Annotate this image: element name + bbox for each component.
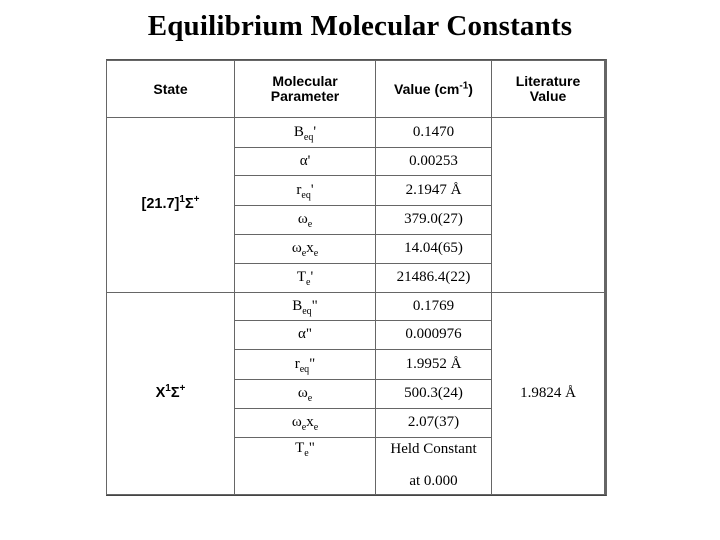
page-title: Equilibrium Molecular Constants [147, 10, 573, 42]
param-cell: $B_{eq}$" [235, 293, 376, 321]
table-row [107, 293, 605, 321]
value-cell: 0.1470 [376, 118, 492, 148]
header-value: Value $(cm^{-1})$ [376, 61, 492, 118]
constants-table [106, 60, 605, 495]
value-cell: 2.07(37) [376, 409, 492, 438]
value-cell: 14.04(65) [376, 235, 492, 264]
value-cell: Held Constant at 0.000 [376, 438, 492, 495]
state-excited: $[21.7]^1\Sigma^+$ [107, 118, 235, 293]
value-cell: 379.0(27) [376, 206, 492, 235]
value-cell: 0.000976 [376, 321, 492, 350]
literature-cell [492, 118, 605, 206]
param-cell: $\omega_e$ [235, 380, 376, 409]
param-cell: $r_{eq}'$ [235, 176, 376, 206]
literature-cell: 1.9824 Å [492, 293, 605, 495]
param-cell: $r_{eq}$" [235, 350, 376, 380]
header-state: State [107, 61, 235, 118]
state-ground: $X^1\Sigma^+$ [107, 293, 235, 495]
table-row [107, 118, 605, 148]
header-literature: Literature Value [492, 61, 605, 118]
value-cell: 1.9952 Å [376, 350, 492, 380]
value-cell: 2.1947 Å [376, 176, 492, 206]
value-cell: 0.1769 [376, 293, 492, 321]
value-cell: 500.3(24) [376, 380, 492, 409]
param-cell: α' [235, 148, 376, 176]
param-cell: $\omega_ex_e$ [235, 409, 376, 438]
param-cell: α" [235, 321, 376, 350]
header-row [107, 61, 605, 118]
literature-cell [492, 206, 605, 293]
param-cell: $T_e'$ [235, 264, 376, 293]
param-cell: $T_e$" [235, 438, 376, 495]
value-cell: 0.00253 [376, 148, 492, 176]
param-cell: $\omega_ex_e$ [235, 235, 376, 264]
header-parameter: Molecular Parameter [235, 61, 376, 118]
value-cell: 21486.4(22) [376, 264, 492, 293]
param-cell: $\omega_e$ [235, 206, 376, 235]
param-cell: $B_{eq}'$ [235, 118, 376, 148]
